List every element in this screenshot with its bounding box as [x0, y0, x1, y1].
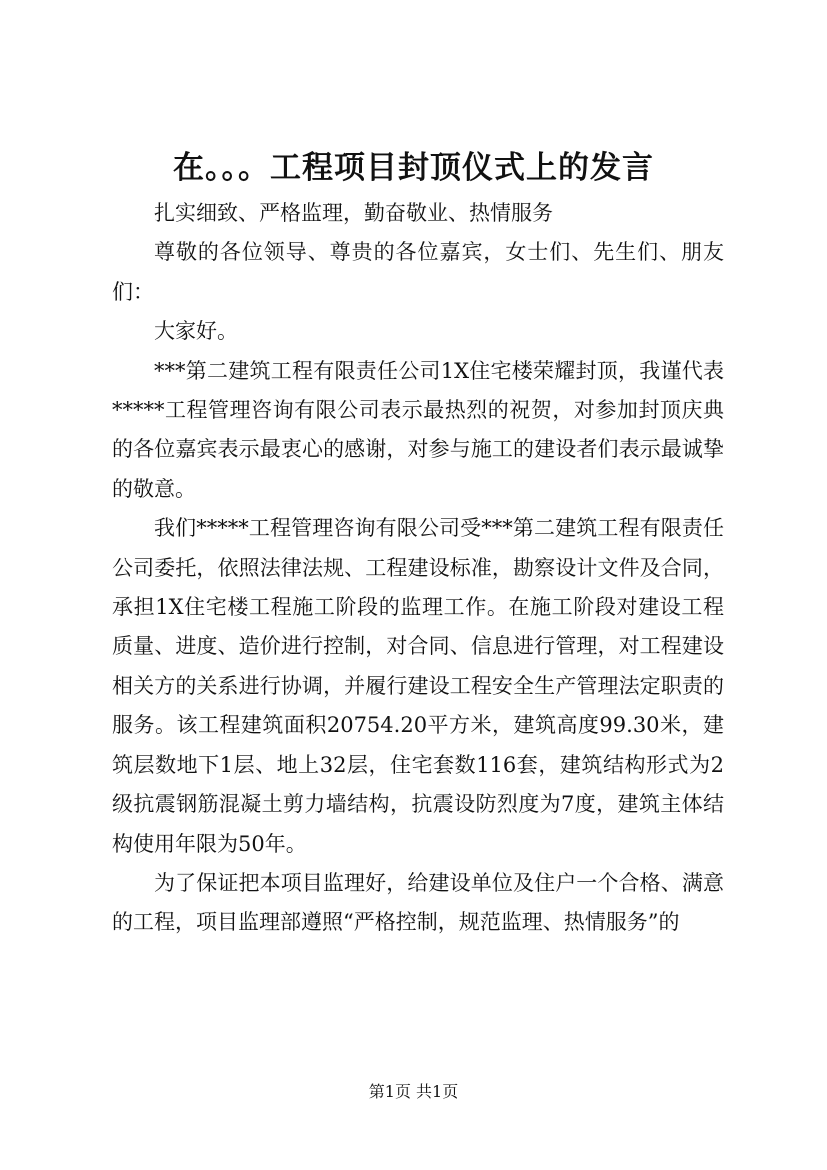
document-body [112, 194, 724, 943]
commitment-paragraph: 为了保证把本项目监理好，给建设单位及住户一个合格、满意的工程，项目监理部遵照“严格控制，规范监理、热情服务”的 [112, 870, 724, 935]
project-description-paragraph: 我们*****工程管理咨询有限公司受***第二建筑工程有限责任公司委托，依照法律法规、工程建设标准，勘察设计文件及合同，承担1X住宅楼工程施工阶段的监理工作。在施工阶段对建设工程质量、进度、造价进行控制，对合同、信息进行管理，对工程建设相关方的关系进行协调，并履行建设工程安全生产管理法定职责的服务。该工程建筑面积20754.20平方米，建筑高度99.30米，建筑层数地下1层、地上32层，住宅套数116套，建筑结构形式为2级抗震钢筋混凝土剪力墙结构，抗震设防烈度为7度，建筑主体结构使用年限为50年。 [112, 516, 724, 856]
congratulation-paragraph: ***第二建筑工程有限责任公司1X住宅楼荣耀封顶，我谨代表*****工程管理咨询有限公司表示最热烈的祝贺，对参加封顶庆典的各位嘉宾表示最衷心的感谢，对参与施工的建设者们表示最诚挚的敬意。 [112, 358, 724, 501]
hello-paragraph: 大家好。 [154, 319, 238, 344]
document-title: 在。。。工程项目封顶仪式上的发言 [173, 150, 654, 186]
greeting-paragraph: 尊敬的各位领导、尊贵的各位嘉宾，女士们、先生们、朋友们： [112, 240, 724, 304]
page-number-footer: 第1页 共1页 [368, 1082, 459, 1101]
subtitle-paragraph: 扎实细致、严格监理，勤奋敬业、热情服务 [154, 201, 553, 225]
